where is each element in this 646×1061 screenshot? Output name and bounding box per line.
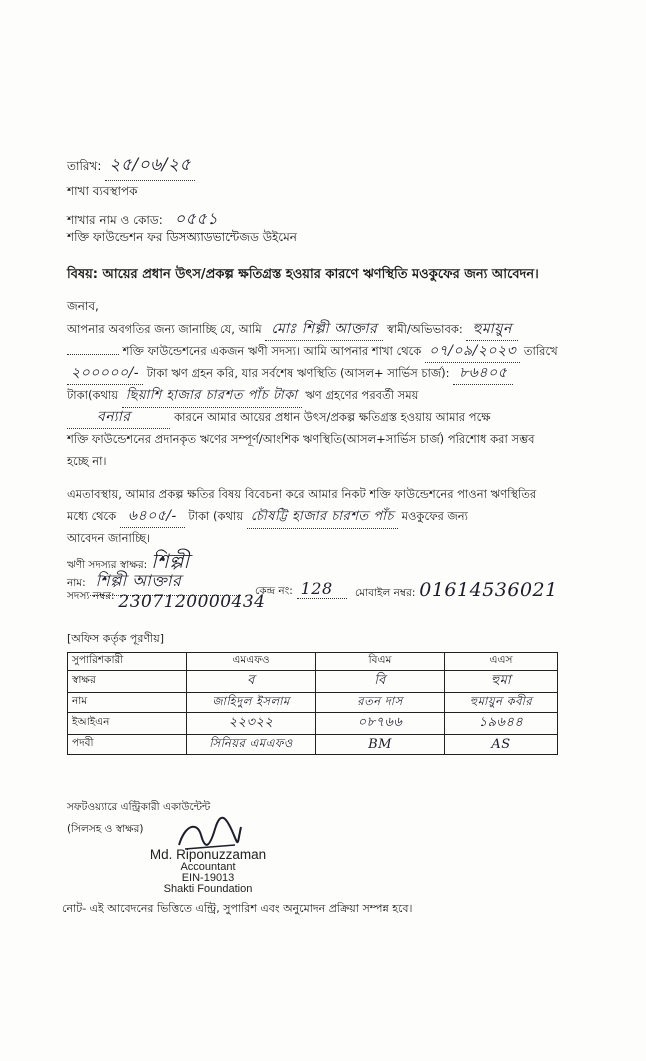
table-cell: সিনিয়র এমএফও xyxy=(187,735,316,755)
waive-amount-handwritten: ৬৪০৫/- xyxy=(120,505,185,528)
table-cell: AS xyxy=(445,735,558,755)
table-header: সুপারিশকারী xyxy=(68,653,187,671)
date-value: ২৫/০৬/২৫ xyxy=(105,152,195,181)
body-text: স্বামী/অভিভাবক: xyxy=(386,322,463,336)
table-row xyxy=(68,693,558,713)
footer-note: নোট- এই আবেদনের ভিত্তিতে এন্ট্রি, সুপারিশ এবং অনুমোদন প্রক্রিয়া সম্পন্ন হবে। xyxy=(62,902,413,915)
table-row xyxy=(68,671,558,693)
body-line-2 xyxy=(67,340,558,363)
table-header-row xyxy=(68,653,558,671)
stamp-name: Md. Riponuzzaman xyxy=(149,847,267,862)
table-cell: রতন দাস xyxy=(316,693,445,713)
table-cell: BM xyxy=(316,735,445,755)
member-signature: শিল্পী xyxy=(151,549,190,573)
table-row xyxy=(68,713,558,735)
table-header: এএস xyxy=(445,653,558,671)
accountant-stamp xyxy=(128,848,288,895)
organization-name: শক্তি ফাউন্ডেশন ফর ডিসঅ্যাডভান্টেজড উইমেন xyxy=(67,230,297,244)
center-label: কেন্দ্র নং: xyxy=(255,585,293,597)
row-label: স্বাক্ষর xyxy=(68,671,187,693)
member-name-handwritten: মোঃ শিল্পী আক্তার xyxy=(265,318,383,341)
table-header: এমএফও xyxy=(187,653,316,671)
subject-line: বিষয়: আয়ের প্রধান উৎস/প্রকল্প ক্ষতিগ্রস্ত হওয়ার কারণে ঋণস্থিতি মওকুফের জন্য আবেদন। xyxy=(67,267,539,282)
body-line-9 xyxy=(67,505,468,529)
body-line-5 xyxy=(67,406,491,429)
body-line-3 xyxy=(67,362,513,385)
accountant-seal-label: (সিলসহ ও স্বাক্ষর) xyxy=(67,823,144,835)
date-line xyxy=(67,152,195,181)
center-line xyxy=(255,579,347,601)
body-text: তারিখে xyxy=(523,344,558,358)
member-name: শিল্পী আক্তার xyxy=(90,568,242,596)
stamp-ein: EIN-19013 xyxy=(181,872,235,884)
office-section-label: [অফিস কর্তৃক পূরণীয়] xyxy=(67,632,164,645)
member-details-line xyxy=(67,584,266,612)
table-cell: হুমা xyxy=(445,671,558,693)
table-cell: বি xyxy=(316,671,445,693)
accountant-label: সফটওয়্যারে এন্ট্রিকারী একাউন্টেন্ট xyxy=(67,801,211,813)
name-label: নাম: xyxy=(67,577,86,589)
member-no: 2307120000434 xyxy=(118,592,266,612)
body-text: কারনে আমার আয়ের প্রধান উৎস/প্রকল্প ক্ষতিগ্রস্ত হওয়ায় আমার পক্ষে xyxy=(174,410,491,424)
body-line-1 xyxy=(67,318,518,341)
balance-words-handwritten: ছিয়াশি হাজার চারশত পাঁচ টাকা xyxy=(122,385,302,408)
table-cell: জাহিদুল ইসলাম xyxy=(187,693,316,713)
mobile-label: মোবাইল নম্বর: xyxy=(355,587,416,599)
loan-date-handwritten: ০৭/০৯/২০২৩ xyxy=(425,340,520,363)
body-line-4 xyxy=(67,384,418,408)
date-label: তারিখ: xyxy=(67,159,102,173)
branch-code: ০৫৫১ xyxy=(167,206,237,234)
stamp-org: Shakti Foundation xyxy=(163,883,253,895)
loan-amount-handwritten: ২০০০০০/- xyxy=(67,362,143,385)
body-line-8: এমতাবস্থায়, আমার প্রকল্প ক্ষতির বিষয় বিবেচনা করে আমার নিকট শক্তি ফাউন্ডেশনের পাওনা ঋণস্থিতির xyxy=(67,487,537,501)
table-cell: ১৯৬৪৪ xyxy=(445,713,558,735)
guardian-handwritten: হুমায়ুন xyxy=(466,318,517,341)
blank-dots xyxy=(67,354,119,355)
table-cell: ব xyxy=(187,671,316,693)
mobile-no: 01614536021 xyxy=(419,579,558,601)
body-text: ঋণ গ্রহণের পরবর্তী সময় xyxy=(305,388,419,402)
table-header: বিএম xyxy=(316,653,445,671)
recommendation-table xyxy=(67,652,558,755)
stamp-title: Accountant xyxy=(180,861,236,873)
table-row xyxy=(68,735,558,755)
body-text: টাকা ঋণ গ্রহন করি, যার সর্বশেষ ঋণস্থিতি (আসল+ সার্ভিস চার্জ): xyxy=(146,366,450,380)
table-cell: ০৮৭৬৬ xyxy=(316,713,445,735)
waive-words-handwritten: চৌষট্টি হাজার চারশত পাঁচ xyxy=(247,506,398,529)
mobile-line xyxy=(355,579,558,603)
body-line-6: শক্তি ফাউন্ডেশনের প্রদানকৃত ঋণের সম্পূর্ণ/আংশিক ঋণস্থিতি(আসল+সার্ভিস চার্জ) পরিশোধ করা সম্ভব xyxy=(67,432,535,446)
addressee-title: শাখা ব্যবস্থাপক xyxy=(67,184,138,198)
table-cell: ২২৩২২ xyxy=(187,713,316,735)
center-no: 128 xyxy=(297,579,347,599)
body-line-7: হচ্ছে না। xyxy=(67,454,107,468)
salutation: জনাব, xyxy=(67,299,99,313)
body-text: মওকুফের জন্য xyxy=(401,509,468,523)
body-text: টাকা (কথায় xyxy=(188,509,244,523)
reason-handwritten: বন্যার xyxy=(67,406,170,429)
row-label: পদবী xyxy=(68,735,187,755)
signature-label: ঋণী সদস্যর স্বাক্ষর: xyxy=(67,559,148,571)
branch-label: শাখার নাম ও কোড: xyxy=(67,213,163,227)
balance-handwritten: ৮৬৪০৫ xyxy=(453,362,513,385)
body-text: আপনার অবগতির জন্য জানাচ্ছি যে, আমি xyxy=(67,322,262,336)
body-text: টাকা(কথায় xyxy=(67,388,119,402)
member-no-label: সদস্য নম্বর: xyxy=(67,590,115,602)
body-text: শক্তি ফাউন্ডেশনের একজন ঋণী সদস্য। আমি আপনার শাখা থেকে xyxy=(122,344,422,358)
row-label: ইআইএন xyxy=(68,713,187,735)
row-label: নাম xyxy=(68,693,187,713)
body-line-10: আবেদন জানাচ্ছি। xyxy=(67,531,151,545)
table-cell: হুমায়ুন কবীর xyxy=(445,693,558,713)
body-text: মধ্যে থেকে xyxy=(67,509,117,523)
